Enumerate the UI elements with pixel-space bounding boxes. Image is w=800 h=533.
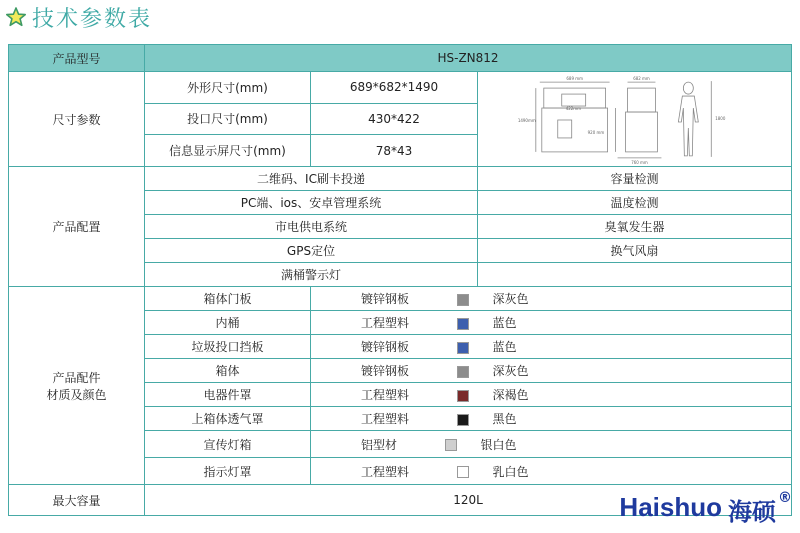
part-name: 指示灯罩 — [145, 458, 311, 485]
person-height-label: 1800 — [715, 115, 726, 121]
logo-text-cn: 海硕 — [728, 497, 776, 526]
part-color: 蓝色 — [492, 340, 517, 354]
config-row — [9, 167, 792, 191]
color-swatch — [457, 318, 469, 330]
part-color: 深褐色 — [492, 388, 529, 402]
page-title: 技术参数表 — [32, 6, 153, 32]
part-name: 宣传灯箱 — [145, 431, 311, 458]
star-icon — [6, 7, 26, 27]
config-right: 容量检测 — [478, 167, 792, 191]
base-label: 760 mm — [631, 159, 648, 165]
part-color: 深灰色 — [492, 364, 529, 378]
config-right: 臭氧发生器 — [478, 215, 792, 239]
lower-label: 920 mm — [587, 129, 605, 135]
width-label: 689 mm — [566, 76, 583, 82]
color-swatch — [445, 439, 457, 451]
parts-row — [9, 287, 792, 311]
size-value: 689*682*1490 — [311, 72, 478, 104]
config-left: 市电供电系统 — [145, 215, 478, 239]
part-color: 银白色 — [480, 437, 517, 452]
part-name: 上箱体透气罩 — [145, 407, 311, 431]
color-swatch — [457, 414, 469, 426]
depth-label: 682 mm — [633, 76, 650, 82]
part-material: 工程塑料 — [361, 316, 410, 330]
part-name: 电器件罩 — [145, 383, 311, 407]
part-material: 工程塑料 — [361, 464, 410, 479]
part-material-color — [311, 458, 792, 485]
height-label: 1490mm — [517, 117, 536, 123]
part-material: 铝型材 — [361, 437, 398, 452]
part-material-color — [311, 287, 792, 311]
dimension-drawing — [478, 72, 791, 166]
color-swatch — [457, 466, 469, 478]
brand-logo — [619, 492, 792, 527]
part-material-color — [311, 359, 792, 383]
part-material-color — [311, 335, 792, 359]
size-name: 信息显示屏尺寸(mm) — [145, 135, 311, 167]
dimension-drawing-cell — [478, 72, 792, 167]
part-material: 镀锌钢板 — [361, 364, 410, 378]
part-name: 箱体 — [145, 359, 311, 383]
size-row — [9, 72, 792, 104]
color-swatch — [457, 342, 469, 354]
capacity-value: 120L — [145, 485, 792, 516]
part-material: 镀锌钢板 — [361, 292, 410, 306]
model-label: 产品型号 — [9, 45, 145, 72]
config-left: PC端、ios、安卓管理系统 — [145, 191, 478, 215]
part-name: 箱体门板 — [145, 287, 311, 311]
part-material: 工程塑料 — [361, 388, 410, 402]
parts-label — [9, 287, 145, 485]
part-name: 垃圾投口挡板 — [145, 335, 311, 359]
size-name: 外形尺寸(mm) — [145, 72, 311, 104]
part-material-color — [311, 407, 792, 431]
config-left: GPS定位 — [145, 239, 478, 263]
page-header — [6, 2, 152, 32]
color-swatch — [457, 294, 469, 306]
config-right: 温度检测 — [478, 191, 792, 215]
config-right: 换气风扇 — [478, 239, 792, 263]
spec-table — [8, 44, 792, 516]
config-label: 产品配置 — [9, 167, 145, 287]
model-row — [9, 45, 792, 72]
part-material-color — [311, 311, 792, 335]
color-swatch — [457, 390, 469, 402]
config-right — [478, 263, 792, 287]
part-color: 黑色 — [492, 412, 517, 426]
part-color: 乳白色 — [492, 464, 529, 479]
logo-text-en: Haishuo — [619, 492, 722, 522]
size-value: 430*422 — [311, 103, 478, 135]
size-value: 78*43 — [311, 135, 478, 167]
part-name: 内桶 — [145, 311, 311, 335]
size-label: 尺寸参数 — [9, 72, 145, 167]
part-material-color — [311, 383, 792, 407]
model-value: HS-ZN812 — [145, 45, 792, 72]
capacity-label: 最大容量 — [9, 485, 145, 516]
part-color: 深灰色 — [492, 292, 529, 306]
panel-label: 422mm — [565, 106, 582, 112]
part-color: 蓝色 — [492, 316, 517, 330]
color-swatch — [457, 366, 469, 378]
size-name: 投口尺寸(mm) — [145, 103, 311, 135]
config-left: 二维码、IC刷卡投递 — [145, 167, 478, 191]
part-material: 工程塑料 — [361, 412, 410, 426]
registered-mark: ® — [778, 490, 792, 506]
config-left: 满桶警示灯 — [145, 263, 478, 287]
part-material: 镀锌钢板 — [361, 340, 410, 354]
parts-label-line2: 材质及颜色 — [46, 387, 107, 402]
part-material-color — [311, 431, 792, 458]
parts-label-line1: 产品配件 — [52, 370, 101, 385]
